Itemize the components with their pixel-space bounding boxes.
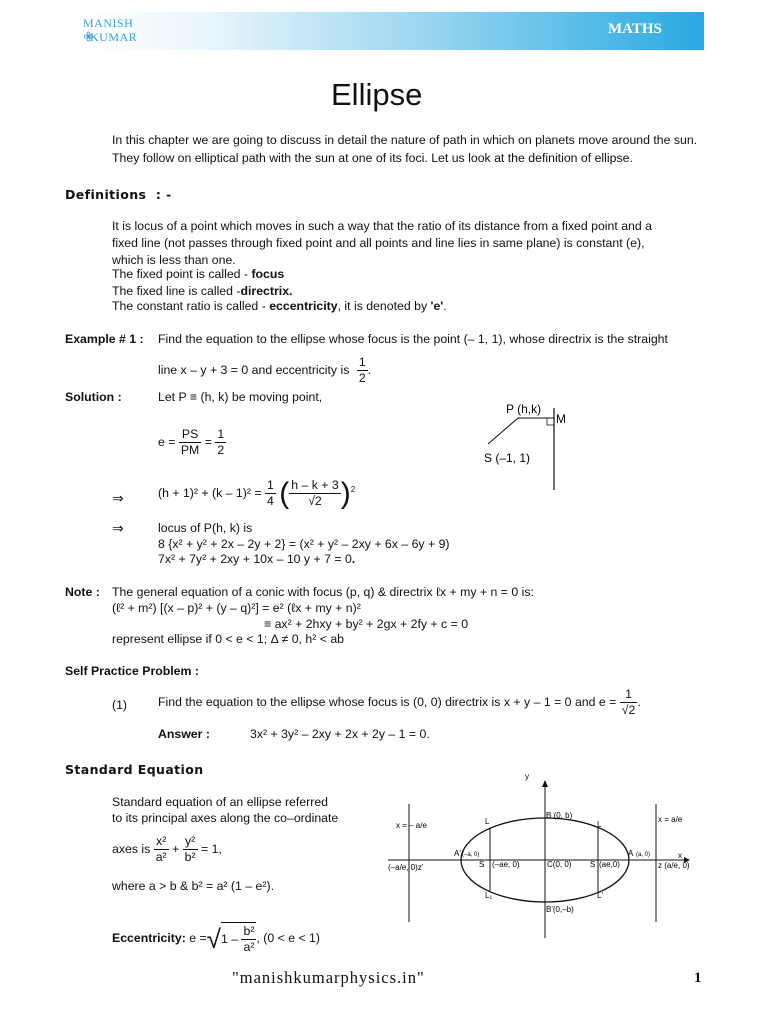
y-axis-label: y bbox=[525, 772, 529, 781]
point-b-label: B (0, b) bbox=[546, 811, 573, 820]
pm: PM bbox=[180, 443, 200, 457]
example-line-2 bbox=[158, 355, 371, 386]
x2-a2-fraction bbox=[154, 834, 169, 865]
ecc-mid: , it is denoted by bbox=[337, 299, 431, 313]
vertex-a-label: A bbox=[628, 849, 634, 858]
e-lhs: e = bbox=[158, 434, 176, 449]
one: 1 bbox=[217, 427, 225, 441]
eccentricity-label: Eccentricity: bbox=[112, 930, 186, 945]
axes-prefix: axes is bbox=[112, 841, 151, 856]
ecc-a2: a² bbox=[243, 940, 255, 954]
practice-frac-num: 1 bbox=[620, 687, 638, 703]
ps-pm-fraction bbox=[179, 427, 201, 458]
x2: x² bbox=[154, 834, 169, 850]
example-line-1: Find the equation to the ellipse whose focus is the point (– 1, 1), whose directrix is the straight bbox=[158, 332, 668, 346]
focus-s-coord: (–ae, 0) bbox=[492, 860, 520, 869]
solution-step-6 bbox=[158, 552, 355, 566]
standard-line-1: Standard equation of an ellipse referred bbox=[112, 795, 329, 809]
equals: = bbox=[204, 434, 212, 449]
focus-s-prime-coord: (ae,0) bbox=[599, 860, 620, 869]
z-prime-label: (–a/e, 0)z' bbox=[388, 863, 424, 872]
intro-line-2: They follow on elliptical path with the sun at one of its foci. Let us look at the definition of ellipse. bbox=[112, 151, 633, 165]
practice-text: Find the equation to the ellipse whose focus is (0, 0) directrix is x + y – 1 = 0 and e = bbox=[158, 694, 617, 709]
ellipse-figure bbox=[384, 772, 704, 942]
practice-heading: Self Practice Problem : bbox=[65, 664, 199, 678]
vertex-a-prime-label: A' bbox=[454, 849, 461, 858]
point-p-label: P (h,k) bbox=[506, 402, 542, 416]
step3-lhs: (h + 1)² + (k – 1)² = bbox=[158, 485, 262, 500]
a2: a² bbox=[155, 850, 167, 864]
practice-problem bbox=[158, 687, 641, 718]
ecc-end: . bbox=[443, 299, 447, 313]
focus-s-prime-label: S bbox=[590, 860, 596, 869]
latus-l1-left: L₁ bbox=[485, 891, 493, 900]
directrix-term: directrix. bbox=[240, 284, 293, 298]
logo-text-line1: MANISH bbox=[83, 16, 134, 30]
ecc-symbol: 'e' bbox=[430, 299, 444, 313]
s3-inner-den: √2 bbox=[308, 494, 322, 508]
step6-dot: . bbox=[351, 552, 356, 566]
standard-where: where a > b & b² = a² (1 – e²). bbox=[112, 879, 274, 893]
one-half-fraction bbox=[215, 427, 226, 458]
implies-icon: ⇒ bbox=[112, 490, 124, 506]
definition-line-1: It is locus of a point which moves in such a way that the ratio of its distance from a fixed point and a bbox=[112, 219, 652, 233]
logo-text-line2: KUMAR bbox=[90, 30, 138, 44]
example-fraction bbox=[357, 355, 368, 386]
note-line-2: (ℓ² + m²) [(x – p)² + (y – q)²] = e² (ℓx + my + n)² bbox=[112, 601, 361, 615]
intro-line-1: In this chapter we are going to discuss in detail the nature of path in which on planets move around the sun. bbox=[112, 133, 698, 147]
solution-step-3 bbox=[158, 478, 355, 509]
practice-fraction bbox=[620, 687, 641, 718]
focus-term: focus bbox=[251, 267, 285, 281]
b2-a2-fraction bbox=[241, 924, 256, 955]
equals-one: = 1, bbox=[201, 841, 222, 856]
latus-l-right: L bbox=[597, 820, 602, 829]
ecc-prefix: The constant ratio is called - bbox=[112, 299, 270, 313]
ecc-term: eccentricity bbox=[269, 299, 338, 313]
subject-label: MATHS bbox=[608, 21, 662, 37]
solution-step-5: 8 {x² + y² + 2x – 2y + 2} = (x² + y² – 2xy + 6x – 6y + 9) bbox=[158, 537, 450, 551]
square-power: 2 bbox=[350, 484, 356, 494]
standard-heading: Standard Equation bbox=[65, 762, 204, 777]
standard-equation bbox=[112, 834, 222, 865]
ecc-b2: b² bbox=[243, 924, 255, 938]
definition-eccentricity bbox=[112, 299, 447, 313]
latus-l-left: L bbox=[485, 817, 490, 826]
latus-l1-right: L' bbox=[597, 891, 603, 900]
ps-segment bbox=[488, 418, 518, 444]
implies-icon-2: ⇒ bbox=[112, 520, 124, 536]
answer-label: Answer : bbox=[158, 727, 210, 741]
definition-line-3: which is less than one. bbox=[112, 253, 236, 267]
ecc-range: , (0 < e < 1) bbox=[256, 930, 320, 945]
vertex-a-prime-coord: (–a, 0) bbox=[462, 852, 480, 858]
point-b-prime-label: B'(0,–b) bbox=[546, 905, 574, 914]
practice-end: . bbox=[637, 694, 641, 709]
right-angle-mark bbox=[547, 418, 554, 425]
vertex-a-coord: (a, 0) bbox=[636, 852, 651, 858]
note-label: Note : bbox=[65, 585, 100, 599]
center-label: C(0, 0) bbox=[547, 860, 572, 869]
ps: PS bbox=[179, 427, 201, 443]
y2: y² bbox=[183, 834, 198, 850]
focus-directrix-figure bbox=[470, 398, 580, 493]
solution-line-1: Let P ≡ (h, k) be moving point, bbox=[158, 390, 323, 404]
y2-b2-fraction bbox=[183, 834, 198, 865]
solution-step-4: locus of P(h, k) is bbox=[158, 521, 253, 535]
step6-eq: 7x² + 7y² + 2xy + 10x – 10 y + 7 = 0 bbox=[158, 552, 352, 566]
left-directrix-eq: x = – a/e bbox=[396, 821, 427, 830]
s3-den: 4 bbox=[266, 494, 274, 508]
plus: + bbox=[172, 841, 180, 856]
ecc-expr-pre: e = bbox=[189, 930, 207, 945]
note-line-4: represent ellipse if 0 < e < 1; Δ ≠ 0, h² < ab bbox=[112, 632, 345, 646]
definition-directrix bbox=[112, 284, 292, 298]
solution-eccentricity-eq bbox=[158, 427, 226, 458]
fraction-numerator: 1 bbox=[358, 355, 366, 369]
two: 2 bbox=[217, 443, 225, 457]
right-paren: ) bbox=[340, 476, 351, 510]
sqrt-body bbox=[221, 922, 256, 955]
b2: b² bbox=[184, 850, 196, 864]
point-s-label: S (–1, 1) bbox=[484, 451, 531, 465]
example-label: Example # 1 : bbox=[65, 332, 144, 346]
practice-number: (1) bbox=[112, 698, 128, 712]
x-axis-label: x bbox=[678, 851, 682, 860]
fraction-denominator: 2 bbox=[358, 371, 366, 385]
answer-text: 3x² + 3y² – 2xy + 2x + 2y – 1 = 0. bbox=[250, 727, 430, 741]
solution-label: Solution : bbox=[65, 390, 122, 404]
focus-s-label: S bbox=[479, 860, 485, 869]
page-number: 1 bbox=[694, 970, 702, 986]
example-line-2-text: line x – y + 3 = 0 and eccentricity is bbox=[158, 362, 350, 377]
right-directrix-eq: x = a/e bbox=[658, 815, 683, 824]
page-title: Ellipse bbox=[331, 77, 423, 112]
point-m-label: M bbox=[556, 412, 566, 426]
eccentricity-formula bbox=[112, 922, 320, 955]
s3-inner-num: h – k + 3 bbox=[291, 478, 339, 492]
z-label: z (a/e, 0) bbox=[658, 861, 690, 870]
footer-website: "manishkumarphysics.in" bbox=[232, 968, 425, 987]
sqrt-icon: √ bbox=[206, 923, 221, 954]
note-line-1: The general equation of a conic with focus (p, q) & directrix ℓx + my + n = 0 is: bbox=[112, 585, 534, 599]
focus-prefix: The fixed point is called - bbox=[112, 267, 252, 281]
definition-line-2: fixed line (not passes through fixed point and all points and line lies in same plane) is constant (e), bbox=[112, 236, 645, 250]
definitions-heading: Definitions : - bbox=[65, 187, 172, 202]
standard-line-2: to its principal axes along the co–ordinate bbox=[112, 811, 339, 825]
practice-frac-den: √2 bbox=[621, 703, 636, 717]
quarter-fraction bbox=[265, 478, 276, 509]
note-line-3: ≡ ax² + 2hxy + by² + 2gx + 2fy + c = 0 bbox=[264, 617, 469, 631]
definition-focus bbox=[112, 267, 284, 281]
ecc-one-minus: 1 – bbox=[220, 931, 239, 946]
left-paren: ( bbox=[279, 476, 290, 510]
s3-num: 1 bbox=[266, 478, 274, 492]
example-line-2-end: . bbox=[367, 362, 372, 377]
inner-fraction bbox=[289, 478, 341, 509]
directrix-prefix: The fixed line is called - bbox=[112, 284, 241, 298]
logo-flower-icon bbox=[84, 31, 93, 42]
y-arrow-icon bbox=[542, 780, 548, 787]
